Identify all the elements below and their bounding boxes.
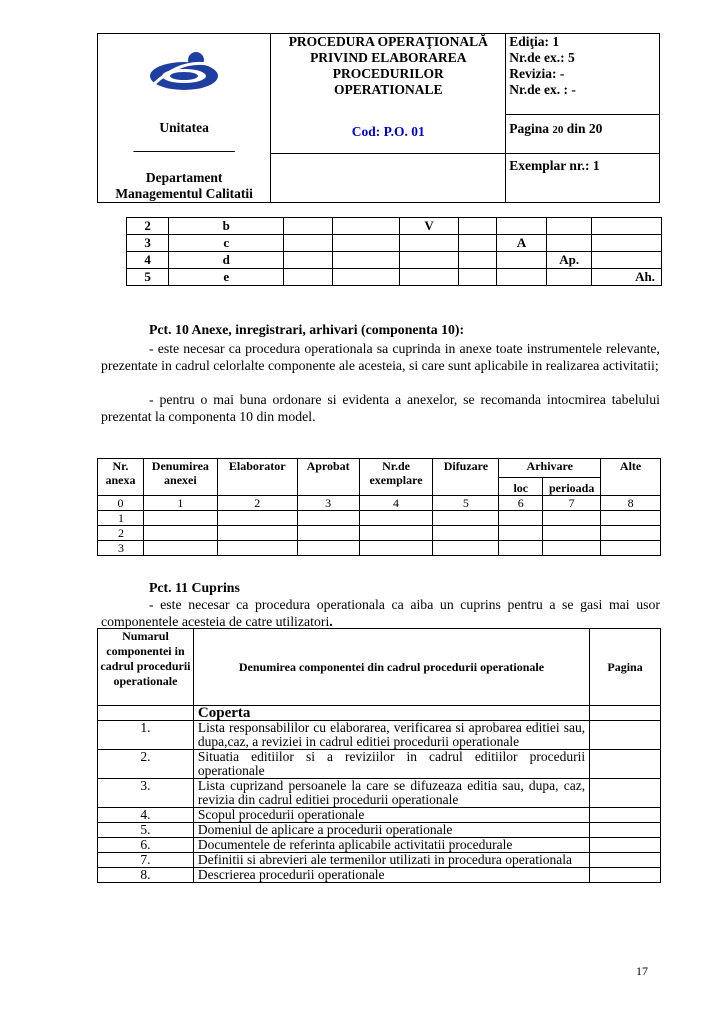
matrix-cell: 5 <box>127 269 169 286</box>
matrix-cell: 2 <box>127 218 169 235</box>
matrix-cell <box>459 218 497 235</box>
procedure-title-line: OPERATIONALE <box>334 82 443 97</box>
matrix-cell <box>546 218 591 235</box>
edition-cell <box>506 34 660 115</box>
annex-cell <box>499 541 543 556</box>
annex-cell <box>499 511 543 526</box>
matrix-cell <box>592 252 662 269</box>
code-cell <box>271 124 506 203</box>
contents-row <box>98 808 661 823</box>
contents-page <box>590 706 661 721</box>
matrix-row <box>127 252 662 269</box>
contents-row <box>98 838 661 853</box>
annex-row <box>98 541 661 556</box>
contents-text: Coperta <box>193 706 589 721</box>
annex-index-cell: 8 <box>601 496 661 511</box>
contents-number: 6. <box>98 838 194 853</box>
header-component-number: Numarul componentei in cadrul procedurii operationale <box>98 629 194 706</box>
contents-table <box>97 628 661 883</box>
contents-number: 7. <box>98 853 194 868</box>
matrix-cell <box>284 218 333 235</box>
procedure-title-line: PROCEDURILOR <box>332 66 444 81</box>
section-10-paragraph2: - pentru o mai buna ordonare si evidenta a anexelor, se recomanda intocmirea tabelului prezentat la componenta 10 din model. <box>101 392 660 424</box>
annex-cell <box>297 541 359 556</box>
annex-cell <box>433 511 499 526</box>
matrix-cell <box>400 269 459 286</box>
copies: Nr.de ex.: 5 <box>509 50 575 65</box>
contents-row <box>98 779 661 808</box>
matrix-row <box>127 235 662 252</box>
procedure-code: Cod: P.O. 01 <box>351 124 425 139</box>
annex-index-cell: 7 <box>543 496 601 511</box>
contents-page <box>590 823 661 838</box>
contents-page <box>590 838 661 853</box>
contents-page <box>590 853 661 868</box>
annex-index-cell: 5 <box>433 496 499 511</box>
annex-cell <box>543 541 601 556</box>
contents-page <box>590 868 661 883</box>
contents-page <box>590 779 661 808</box>
document-header <box>97 33 660 203</box>
matrix-row <box>127 269 662 286</box>
annex-cell <box>143 541 217 556</box>
copies-revision: Nr.de ex. : - <box>509 82 576 97</box>
matrix-cell <box>497 252 547 269</box>
page-total: din 20 <box>563 121 603 136</box>
contents-number: 5. <box>98 823 194 838</box>
contents-text: Situatia editiilor si a reviziilor in cadrul editiilor procedurii operationale <box>193 750 589 779</box>
annex-cell <box>433 541 499 556</box>
contents-number: 8. <box>98 868 194 883</box>
annex-cell <box>297 526 359 541</box>
matrix-cell <box>400 252 459 269</box>
annex-cell <box>297 511 359 526</box>
annex-cell <box>433 526 499 541</box>
annex-row <box>98 511 661 526</box>
header-component-name: Denumirea componentei din cadrul procedurii operationale <box>193 629 589 706</box>
header-nr-exemplare: Nr.de exemplare <box>359 459 433 496</box>
section-11-text: - este necesar ca procedura operationala ca aiba un cuprins pentru a se gasi mai usor componentele acesteia de catre utilizatori <box>101 597 660 629</box>
matrix-cell <box>284 252 333 269</box>
edition: Ediţia: 1 <box>509 34 560 49</box>
section-11-period: . <box>329 614 333 629</box>
contents-text: Domeniul de aplicare a procedurii operationale <box>193 823 589 838</box>
header-difuzare: Difuzare <box>433 459 499 496</box>
page-prefix: Pagina <box>509 121 553 136</box>
matrix-cell <box>333 218 400 235</box>
copy-number: Exemplar nr.: 1 <box>509 158 600 173</box>
header-loc: loc <box>499 477 543 496</box>
matrix-cell: e <box>169 269 284 286</box>
annex-cell <box>217 526 297 541</box>
matrix-cell <box>497 269 547 286</box>
contents-text: Lista cuprizand persoanele la care se difuzeaza editia sau, dupa, caz, revizia din cadrul editiei procedurii operationale <box>193 779 589 808</box>
matrix-row <box>127 218 662 235</box>
annex-cell <box>359 511 433 526</box>
contents-row <box>98 823 661 838</box>
header-page: Pagina <box>590 629 661 706</box>
annex-index-row <box>98 496 661 511</box>
matrix-cell <box>400 235 459 252</box>
annex-index-cell: 2 <box>217 496 297 511</box>
annex-cell: 3 <box>98 541 144 556</box>
contents-row <box>98 721 661 750</box>
annex-cell: 2 <box>98 526 144 541</box>
procedure-title-line: PRIVIND ELABORAREA <box>310 50 467 65</box>
annex-index-cell: 4 <box>359 496 433 511</box>
header-elaborator: Elaborator <box>217 459 297 496</box>
matrix-cell: A <box>497 235 547 252</box>
annex-cell <box>143 526 217 541</box>
page-cell <box>506 115 660 154</box>
department-line2: Managementul Calitatii <box>115 186 253 201</box>
matrix-cell: Ap. <box>546 252 591 269</box>
matrix-cell <box>284 269 333 286</box>
matrix-cell <box>459 269 497 286</box>
contents-number <box>98 706 194 721</box>
unit-cell <box>98 34 271 203</box>
logo-icon <box>144 46 224 98</box>
contents-number: 1. <box>98 721 194 750</box>
matrix-cell: V <box>400 218 459 235</box>
matrix-cell: Ah. <box>592 269 662 286</box>
header-arhivare: Arhivare <box>499 459 601 478</box>
annex-index-cell: 0 <box>98 496 144 511</box>
matrix-cell <box>333 235 400 252</box>
annex-cell <box>359 541 433 556</box>
annex-cell <box>543 511 601 526</box>
annex-cell <box>359 526 433 541</box>
header-nr-anexa: Nr. anexa <box>98 459 144 496</box>
footer-page-number: 17 <box>636 964 648 978</box>
header-denumirea: Denumirea anexei <box>143 459 217 496</box>
header-alte: Alte <box>601 459 661 496</box>
procedure-title-line: PROCEDURA OPERAŢIONALĂ <box>288 34 488 49</box>
contents-text: Descrierea procedurii operationale <box>193 868 589 883</box>
annex-cell: 1 <box>98 511 144 526</box>
annex-cell <box>601 541 661 556</box>
contents-page <box>590 750 661 779</box>
annex-cell <box>499 526 543 541</box>
annex-index-cell: 3 <box>297 496 359 511</box>
revision: Revizia: - <box>509 66 565 81</box>
matrix-cell: 4 <box>127 252 169 269</box>
annex-cell <box>601 526 661 541</box>
unit-label: Unitatea <box>159 120 209 135</box>
header-aprobat: Aprobat <box>297 459 359 496</box>
section-10-paragraph1: - este necesar ca procedura operationala sa cuprinda in anexe toate instrumentele relevante, prezentate in cadrul celorlalte componente ale acesteia, si care sunt aplicabile in realizarea activitatii; <box>101 341 660 373</box>
matrix-cell <box>497 218 547 235</box>
matrix-cell <box>459 252 497 269</box>
contents-row <box>98 853 661 868</box>
matrix-cell: 3 <box>127 235 169 252</box>
matrix-cell <box>459 235 497 252</box>
annex-cell <box>143 511 217 526</box>
annex-index-cell: 1 <box>143 496 217 511</box>
department-line1: Departament <box>145 170 223 185</box>
contents-text: Definitii si abrevieri ale termenilor utilizati in procedura operationala <box>193 853 589 868</box>
copy-number-cell <box>506 154 660 203</box>
page-number: 20 <box>552 124 564 136</box>
responsibility-matrix <box>126 217 662 286</box>
contents-page <box>590 721 661 750</box>
annex-cell <box>601 511 661 526</box>
annex-row <box>98 526 661 541</box>
matrix-cell <box>284 235 333 252</box>
section-10-title: Pct. 10 Anexe, inregistrari, arhivari (componenta 10): <box>149 322 465 337</box>
contents-row <box>98 750 661 779</box>
contents-text: Scopul procedurii operationale <box>193 808 589 823</box>
contents-number: 4. <box>98 808 194 823</box>
annex-cell <box>217 511 297 526</box>
annex-cell <box>543 526 601 541</box>
matrix-cell <box>546 269 591 286</box>
matrix-cell <box>592 218 662 235</box>
contents-text: Documentele de referinta aplicabile activitatii procedurale <box>193 838 589 853</box>
contents-text: Lista responsabililor cu elaborarea, verificarea si aprobarea editiei sau, dupa,caz, a reviziei in cadrul editiei procedurii operationale <box>193 721 589 750</box>
matrix-cell <box>333 269 400 286</box>
annex-cell <box>217 541 297 556</box>
company-logo <box>98 34 270 104</box>
section-11-title: Pct. 11 Cuprins <box>149 580 240 595</box>
header-perioada: perioada <box>543 477 601 496</box>
contents-row <box>98 868 661 883</box>
matrix-cell <box>546 235 591 252</box>
contents-number: 2. <box>98 750 194 779</box>
matrix-cell <box>592 235 662 252</box>
matrix-cell: c <box>169 235 284 252</box>
matrix-cell: d <box>169 252 284 269</box>
contents-page <box>590 808 661 823</box>
contents-number: 3. <box>98 779 194 808</box>
section-11-paragraph <box>101 596 660 630</box>
annex-index-cell: 6 <box>499 496 543 511</box>
matrix-cell: b <box>169 218 284 235</box>
contents-row <box>98 706 661 721</box>
annex-table <box>97 458 661 556</box>
unit-blank: _______________ <box>133 138 235 153</box>
matrix-cell <box>333 252 400 269</box>
